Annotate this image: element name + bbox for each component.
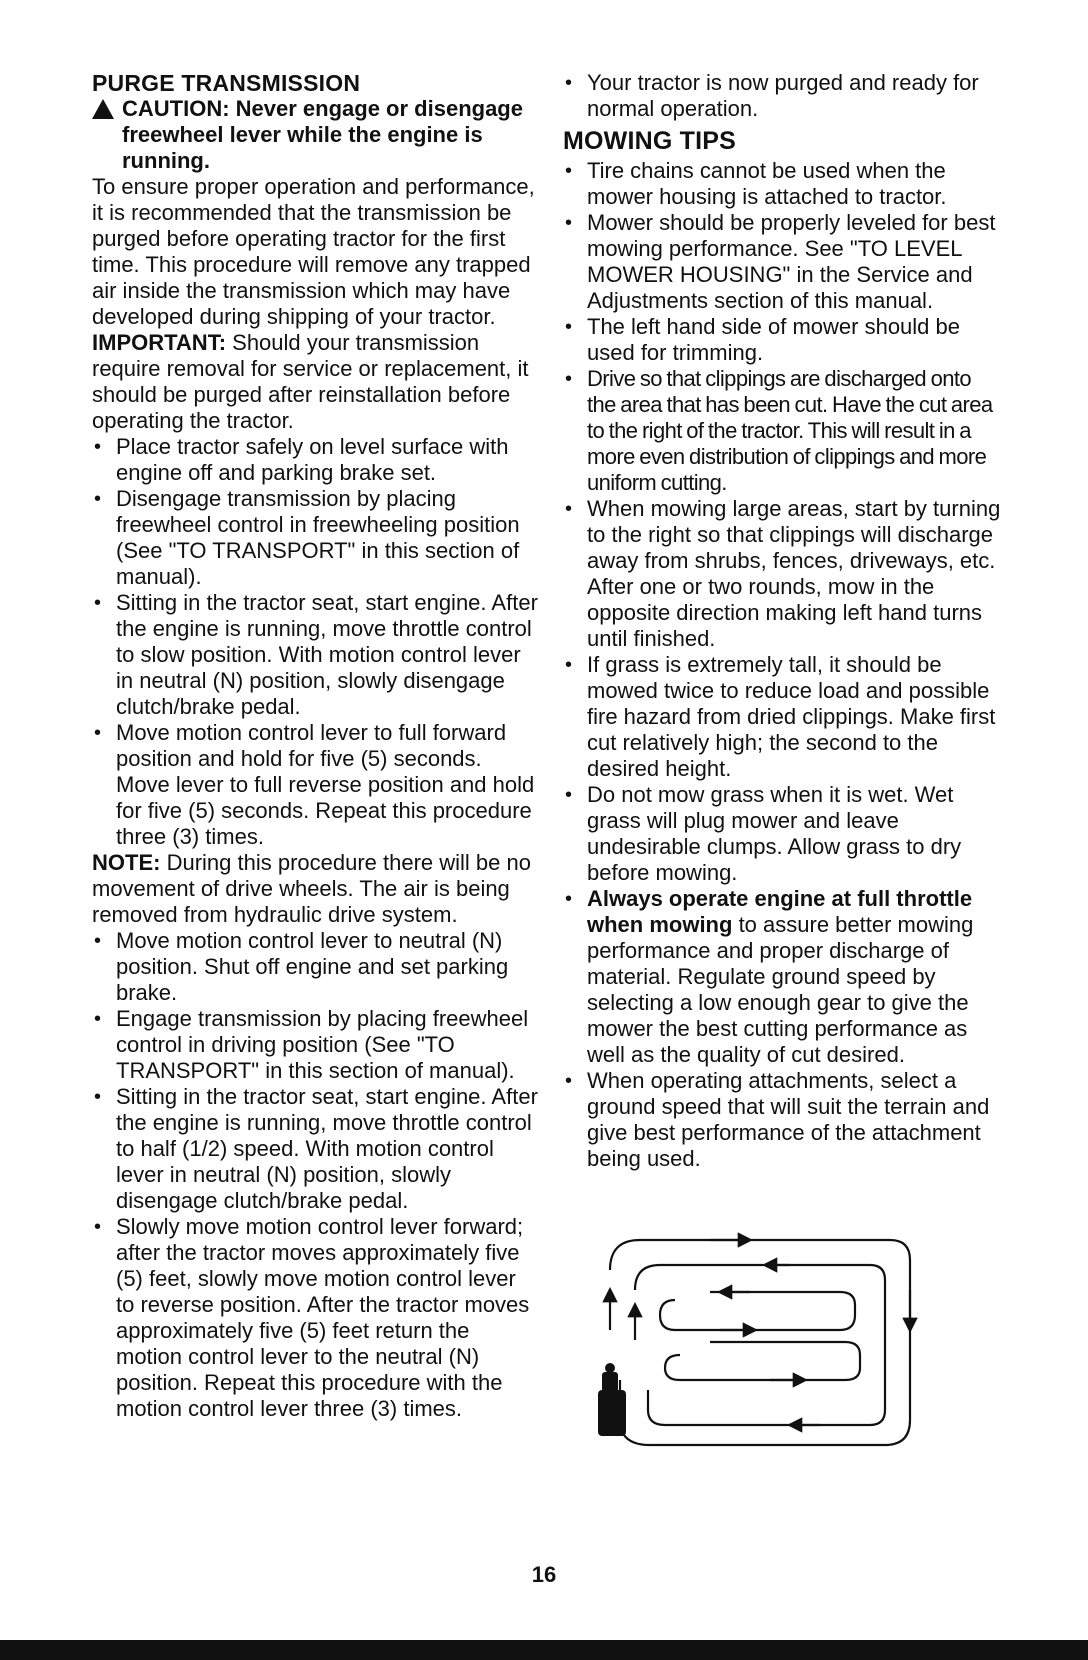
list-item: • When mowing large areas, start by turning to the right so that clippings will discharge away from shrubs, fences, driveways, etc. After one or two rounds, mow in the opposite direction making left hand turns until finished. <box>563 496 1003 652</box>
list-item: • Place tractor safely on level surface with engine off and parking brake set. <box>92 434 540 486</box>
purge-steps-list-a <box>92 434 540 850</box>
list-item: • Engage transmission by placing freewheel control in driving position (See "TO TRANSPORT" in this section of manual). <box>92 1006 540 1084</box>
important-label: IMPORTANT: <box>92 330 227 355</box>
list-item: • Move motion control lever to full forward position and hold for five (5) seconds. Move lever to full reverse position and hold for five (5) seconds. Repeat this procedure three (3) times. <box>92 720 540 850</box>
mowing-tips-heading: MOWING TIPS <box>563 127 737 155</box>
purged-list <box>563 70 1003 122</box>
list-item: • Sitting in the tractor seat, start engine. After the engine is running, move throttle control to half (1/2) speed. With motion control lever in neutral (N) position, slowly disengage clutch/brake pedal. <box>92 1084 540 1214</box>
note-label: NOTE: <box>92 850 161 875</box>
bottom-border <box>0 1640 1088 1660</box>
note-text: During this procedure there will be no movement of drive wheels. The air is being removed from hydraulic drive system. <box>92 850 531 927</box>
caution-paragraph <box>92 96 540 174</box>
list-item: • Disengage transmission by placing freewheel control in freewheeling position (See "TO TRANSPORT" in this section of manual). <box>92 486 540 590</box>
right-column <box>563 70 1003 1172</box>
page-number: 16 <box>531 1562 557 1587</box>
purge-steps-list-b <box>92 928 540 1422</box>
list-item: • The left hand side of mower should be used for trimming. <box>563 314 1003 366</box>
list-item: • Sitting in the tractor seat, start engine. After the engine is running, move throttle control to slow position. With motion control lever in neutral (N) position, slowly disengage clutch/brake pedal. <box>92 590 540 720</box>
list-item: • Do not mow grass when it is wet. Wet grass will plug mower and leave undesirable clumps. Allow grass to dry before mowing. <box>563 782 1003 886</box>
note-paragraph <box>92 850 540 928</box>
important-paragraph <box>92 330 540 434</box>
mowing-pattern-diagram <box>590 1230 970 1460</box>
tractor-icon <box>598 1363 626 1436</box>
list-item: • If grass is extremely tall, it should be mowed twice to reduce load and possible fire hazard from dried clippings. Make first cut relatively high; the second to the desired height. <box>563 652 1003 782</box>
warning-triangle-icon <box>92 99 114 119</box>
list-item: • Your tractor is now purged and ready for normal operation. <box>563 70 1003 122</box>
throttle-bold-text: Always operate engine at full throttle when mowing <box>587 886 973 937</box>
list-item: • Slowly move motion control lever forward; after the tractor moves approximately five (5) feet, slowly move motion control lever to reverse position. After the tractor moves approximately five (5) feet return the motion control lever to the neutral (N) position. Repeat this procedure with the motion control lever three (3) times. <box>92 1214 540 1422</box>
purge-intro: To ensure proper operation and performance, it is recommended that the transmission be purged before operating tractor for the first time. This procedure will remove any trapped air inside the transmission which may have developed during shipping of your tractor. <box>92 174 535 329</box>
list-item <box>563 886 1003 1068</box>
caution-label: CAUTION: <box>122 96 230 121</box>
list-item: • Tire chains cannot be used when the mower housing is attached to tractor. <box>563 158 1003 210</box>
important-text: Should your transmission require removal for service or replacement, it should be purged after reinstallation before operating the tractor. <box>92 330 529 433</box>
mowing-tips-list <box>563 158 1003 1172</box>
list-item: • When operating attachments, select a ground speed that will suit the terrain and give best performance of the attachment being used. <box>563 1068 1003 1172</box>
list-item: • Drive so that clippings are discharged onto the area that has been cut. Have the cut area to the right of the tractor. This will result in a more even distribution of clippings and more uniform cutting. <box>563 366 1003 496</box>
throttle-text: to assure better mowing performance and proper discharge of material. Regulate ground speed by selecting a low enough gear to give the mower the best cutting performance as well as the quality of cut desired. <box>587 912 974 1067</box>
purge-transmission-heading: PURGE TRANSMISSION <box>92 70 361 96</box>
list-item: • Move motion control lever to neutral (N) position. Shut off engine and set parking brake. <box>92 928 540 1006</box>
caution-text: Never engage or disengage freewheel lever while the engine is running. <box>122 96 523 173</box>
left-column <box>92 70 540 1422</box>
list-item: • Mower should be properly leveled for best mowing performance. See "TO LEVEL MOWER HOUSING" in the Service and Adjustments section of this manual. <box>563 210 1003 314</box>
mowing-path <box>610 1240 910 1445</box>
